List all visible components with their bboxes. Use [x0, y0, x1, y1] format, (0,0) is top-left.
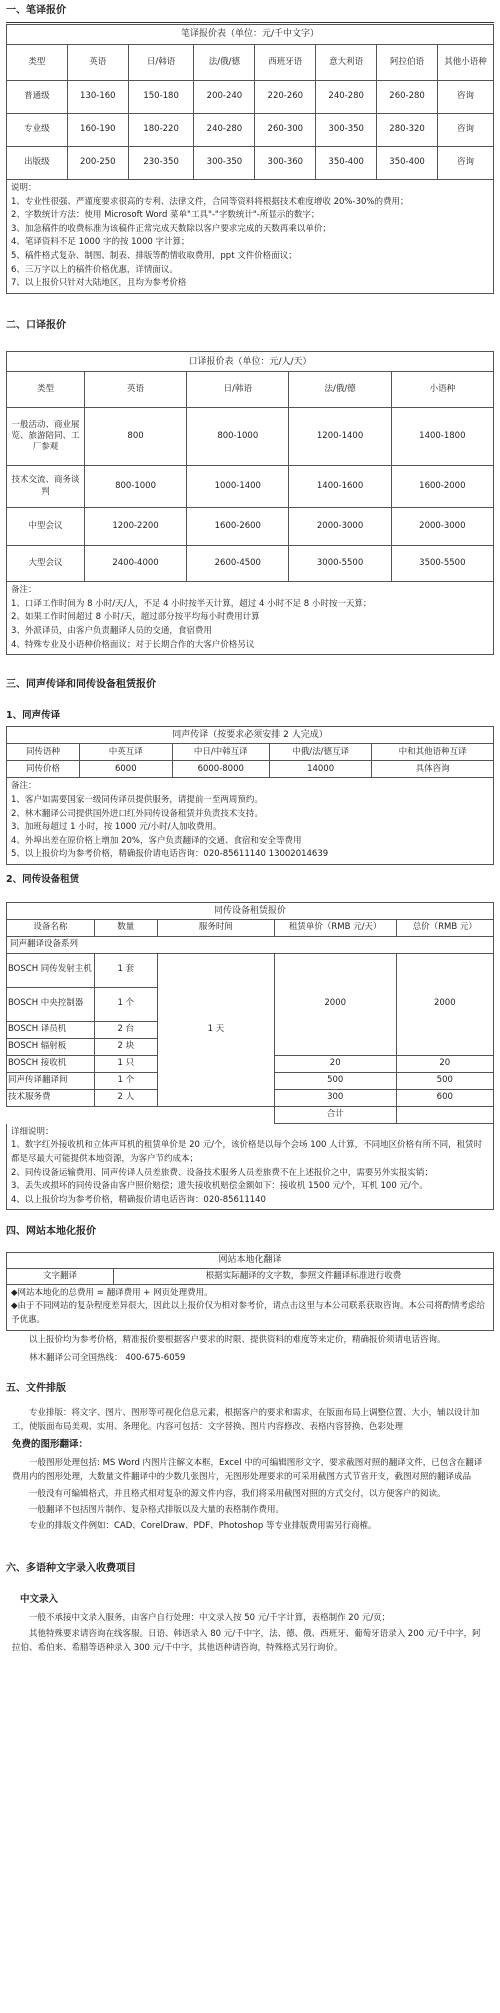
- subsection-title: 2、同传设备租赁: [6, 874, 80, 885]
- table-cell: 20: [274, 1055, 396, 1072]
- table-cell: 260-300: [255, 114, 316, 147]
- total-label: 合计: [274, 1106, 396, 1123]
- table-cell: 2000: [396, 953, 493, 1055]
- paragraph: 专业的排版文件例如：CAD、CorelDraw、PDF、Photoshop 等专业排版费用需另行商榷。: [29, 1520, 377, 1531]
- column-header: 数量: [94, 919, 157, 936]
- interpreting-price-table: [6, 351, 494, 582]
- note-line: 3、加班每超过 1 小时，按 1000 元/小时/人加收费用。: [11, 822, 222, 833]
- column-header: 类型: [7, 372, 85, 408]
- section-title-simultaneous: 三、同声传译和同传设备租赁报价: [6, 679, 156, 691]
- table-caption: 网站本地化翻译: [7, 1252, 494, 1268]
- table-cell: 技术服务费: [7, 1089, 95, 1106]
- column-header: 中和其他语种互译: [372, 744, 494, 761]
- section-title-typesetting: 五、文件排版: [6, 1382, 66, 1394]
- section-title-website: 四、网站本地化报价: [6, 1226, 96, 1238]
- table-cell: 2 台: [94, 1021, 157, 1038]
- table-cell: 一般活动、商业展览、旅游陪同、工厂参观: [7, 408, 85, 466]
- website-notes: [6, 1285, 494, 1331]
- table-cell: 200-250: [67, 147, 128, 180]
- table-cell: 800: [84, 408, 186, 466]
- column-header: 同传语种: [7, 744, 80, 761]
- column-header: 类型: [7, 45, 68, 81]
- table-cell: 2000: [274, 953, 396, 1055]
- table-cell: 6000-8000: [172, 761, 269, 778]
- column-header: 意大利语: [316, 45, 377, 81]
- table-cell: 600: [396, 1089, 493, 1106]
- section-title-translation: 一、笔译报价: [6, 3, 494, 23]
- table-cell: 180-220: [128, 114, 194, 147]
- table-cell: 300-360: [255, 147, 316, 180]
- column-header: 中日/中韩互译: [172, 744, 269, 761]
- table-cell: 1200-2200: [84, 508, 186, 546]
- table-row: [7, 1268, 494, 1284]
- table-cell: 300-350: [316, 114, 377, 147]
- section-title-typing: 六、多语种文字录入收费项目: [6, 1562, 136, 1574]
- table-row: [7, 114, 494, 147]
- paragraph: 一般没有可编辑格式，并且格式相对复杂的源文件内容，我们将采用截图对照的方式交付，以方便客户的阅读。: [29, 1488, 446, 1499]
- subheading: 中文录入: [20, 1594, 59, 1606]
- table-row: [7, 81, 494, 114]
- note-line: 详细说明：: [11, 1126, 54, 1137]
- note-line: ◆网站本地化的总费用 = 翻译费用 + 网页处理费用。: [11, 1287, 213, 1298]
- table-cell: 300-350: [194, 147, 255, 180]
- table-cell: BOSCH 同传发射主机: [7, 953, 95, 987]
- note-line: 4、以上报价均为参考价格，精确报价请电话咨询：020-85611140: [11, 1194, 266, 1205]
- note-line: 2、同传设备运输费用、同声传译人员差旅费、设备技术服务人员差旅费不在上述报价之中，需要另外实报实销；: [11, 1167, 433, 1178]
- table-cell: 1 套: [94, 953, 157, 987]
- column-header: 租赁单价（RMB 元/天）: [274, 919, 396, 936]
- table-cell: 350-400: [377, 147, 438, 180]
- table-cell: 技术交流、商务谈判: [7, 466, 85, 508]
- table-cell: 同声传译翻译间: [7, 1072, 95, 1089]
- table-cell: 200-240: [194, 81, 255, 114]
- translation-price-table: [6, 24, 494, 180]
- section-title-interpreting: 二、口译报价: [6, 319, 66, 331]
- table-cell: 1200-1400: [289, 408, 391, 466]
- website-localization-table: [6, 1252, 494, 1285]
- note-line: 说明：: [11, 183, 37, 193]
- paragraph: 专业排版：将文字、图片、图形等可视化信息元素，根据客户的要求和需求，在版面布局上调整位置、大小，辅以设计加工，使版面布局美观、实用、条理化。内容可包括：文字替换、图片内容修改、表格内容替换、色彩处理: [12, 1408, 480, 1433]
- table-cell: 2 人: [94, 1089, 157, 1106]
- note-line: ◆由于不同网站的复杂程度差异很大，因此以上报价仅为相对参考价，请点击这里与本公司联系获取咨询。本公司将酌情考虑给予优惠。: [11, 1301, 486, 1325]
- table-cell: 2600-4500: [187, 546, 289, 582]
- paragraph: 一般不承接中文录入服务，由客户自行处理：中文录入按 50 元/千字计算，表格制作 20 元/页；: [29, 1613, 391, 1624]
- table-cell: 1400-1600: [289, 466, 391, 508]
- equipment-rental-table: [6, 902, 494, 1124]
- table-cell: BOSCH 接收机: [7, 1055, 95, 1072]
- table-row: [7, 761, 494, 778]
- subsection-title: 1、同声传译: [6, 709, 61, 721]
- table-cell: 130-160: [67, 81, 128, 114]
- table-cell: 2000-3000: [289, 508, 391, 546]
- table-cell: 1400-1800: [391, 408, 493, 466]
- table-cell: 300: [274, 1089, 396, 1106]
- table-row: [7, 408, 494, 466]
- table-cell: 3500-5500: [391, 546, 493, 582]
- table-caption: 口译报价表（单位：元/人/天）: [7, 352, 494, 372]
- paragraph: 一般翻译不包括图片制作、复杂格式排版以及大量的表格制作费用。: [29, 1504, 285, 1515]
- paragraph: 一般图形处理包括: MS Word 内图片注解文本框，Excel 中的可编辑图形文字，要求截图对照的翻译文件，已包含在翻译费用内的图形处理，大数量文件翻译中的少数几张图片，无图形处理要求的可采用截图方式节省开支，截图对照的翻译成品: [12, 1457, 483, 1482]
- note-line: 4、笔译资料不足 1000 字的按 1000 字计算；: [11, 237, 190, 248]
- note-line: 备注：: [11, 585, 37, 596]
- column-header: 总价（RMB 元）: [396, 919, 493, 936]
- note-line: 3、外派译员，由客户负责翻译人员的交通，食宿费用: [11, 626, 212, 637]
- table-cell: 咨询: [437, 114, 493, 147]
- table-cell: 160-190: [67, 114, 128, 147]
- note-line: 5、以上报价均为参考价格，精确报价请电话咨询：020-85611140 13002014639: [11, 849, 329, 860]
- table-cell: 1600-2600: [187, 508, 289, 546]
- column-header: 其他小语种: [437, 45, 493, 81]
- note-line: 1、客户如需要国家一级同传译员提供服务，请提前一至两周预约。: [11, 795, 263, 806]
- column-header: 英语: [67, 45, 128, 81]
- table-cell: 普通级: [7, 81, 68, 114]
- simultaneous-notes: [6, 778, 494, 865]
- translation-notes: [6, 180, 494, 294]
- table-cell: 20: [396, 1055, 493, 1072]
- note-line: 1、口译工作时间为 8 小时/天/人，不足 4 小时按半天计算，超过 4 小时不足 8 小时按一天算；: [11, 598, 372, 609]
- table-cell: BOSCH 译员机: [7, 1021, 95, 1038]
- simultaneous-price-table: [6, 726, 494, 778]
- table-cell: 中型会议: [7, 508, 85, 546]
- table-cell: 500: [274, 1072, 396, 1089]
- table-cell: 240-280: [194, 114, 255, 147]
- table-cell: 280-320: [377, 114, 438, 147]
- note-line: 3、丢失或损坏的同传设备由客户照价赔偿；遗失接收机赔偿金额如下：接收机 1500 元/个，耳机 100 元/个。: [11, 1181, 428, 1192]
- table-cell: 3000-5500: [289, 546, 391, 582]
- table-cell: 150-180: [128, 81, 194, 114]
- table-row: [7, 508, 494, 546]
- column-header: 法/俄/德: [289, 372, 391, 408]
- paragraph: 其他特殊要求请咨询在线客服。日语、韩语录入 80 元/千中字，法、德、俄、西班牙、葡萄牙语录入 200 元/千中字，阿拉伯、希伯来、希腊等语种录入 300 元/千中字，其他语种请咨询，特殊格式另行询价。: [12, 1629, 481, 1654]
- table-cell: 1600-2000: [391, 466, 493, 508]
- note-line: 7、以上报价只针对大陆地区，且均为参考价格: [11, 278, 187, 289]
- note-line: 4、外埠出差在原价格上增加 20%，客户负责翻译的交通、食宿和安全等费用: [11, 835, 302, 846]
- table-cell: 6000: [80, 761, 173, 778]
- table-cell: 1 个: [94, 987, 157, 1021]
- table-cell: 500: [396, 1072, 493, 1089]
- table-cell: 根据实际翻译的文字数，参照文件翻译标准进行收费: [114, 1268, 494, 1284]
- column-header: 阿拉伯语: [377, 45, 438, 81]
- table-cell: BOSCH 中央控制器: [7, 987, 95, 1021]
- table-cell: 同传价格: [7, 761, 80, 778]
- table-row: [7, 953, 494, 987]
- interpreting-notes: [6, 582, 494, 655]
- column-header: 服务时间: [157, 919, 274, 936]
- column-header: 西班牙语: [255, 45, 316, 81]
- note-line: 1、专业性很强、严谨度要求很高的专利、法律文件，合同等资料将根据技术难度增收 20%-30%的费用；: [11, 196, 409, 207]
- note-line: 备注：: [11, 781, 37, 792]
- column-header: 中俄/法/德互译: [269, 744, 371, 761]
- note-line: 6、三万字以上的稿件价格优惠，详情面议。: [11, 264, 178, 275]
- note-line: 2、林木翻译公司提供国外进口红外同传设备租赁并负责技术支持。: [11, 808, 263, 819]
- column-header: 小语种: [391, 372, 493, 408]
- note-line: 5、稿件格式复杂、制图、制表、排版等酌情收取费用，ppt 文件价格面议；: [11, 250, 297, 261]
- table-caption: 笔译报价表（单位：元/千中文字）: [7, 25, 494, 45]
- table-cell: 具体咨询: [372, 761, 494, 778]
- table-cell: 咨询: [437, 147, 493, 180]
- table-cell: 230-350: [128, 147, 194, 180]
- table-cell: 350-400: [316, 147, 377, 180]
- table-cell: 14000: [269, 761, 371, 778]
- table-cell: 专业级: [7, 114, 68, 147]
- table-cell: 1 天: [157, 953, 274, 1106]
- column-header: 中英互译: [80, 744, 173, 761]
- table-cell: 1000-1400: [187, 466, 289, 508]
- note-line: 3、加急稿件的收费标准为该稿件正常完成天数除以客户要求完成的天数再乘以单价；: [11, 223, 331, 234]
- table-row: [7, 466, 494, 508]
- column-header: 日/韩语: [128, 45, 194, 81]
- table-cell: 2 块: [94, 1038, 157, 1055]
- table-row: [7, 147, 494, 180]
- subheading: 免费的图形翻译：: [12, 1439, 89, 1451]
- table-cell: 240-280: [316, 81, 377, 114]
- table-cell: 出版级: [7, 147, 68, 180]
- table-cell: 1 个: [94, 1072, 157, 1089]
- note-line: 4、特殊专业及小语种价格面议；对于长期合作的大客户价格另议: [11, 639, 255, 650]
- table-cell: BOSCH 辐射板: [7, 1038, 95, 1055]
- column-header: 英语: [84, 372, 186, 408]
- table-cell: 260-280: [377, 81, 438, 114]
- table-cell: 2000-3000: [391, 508, 493, 546]
- table-cell: 800-1000: [187, 408, 289, 466]
- paragraph: 以上报价均为参考价格，精准报价要根据客户要求的时限、提供资料的难度等来定价，精确报价须请电话咨询。: [29, 1334, 446, 1345]
- hotline-text: 林木翻译公司全国热线： 400-675-6059: [29, 1352, 186, 1363]
- column-header: 日/韩语: [187, 372, 289, 408]
- table-row: [7, 546, 494, 582]
- table-caption: 同传设备租赁报价: [7, 902, 494, 919]
- table-cell: 800-1000: [84, 466, 186, 508]
- table-cell: 大型会议: [7, 546, 85, 582]
- table-cell: 220-260: [255, 81, 316, 114]
- note-line: 2、如果工作时间超过 8 小时/天，超过部分按平均每小时费用计算: [11, 612, 260, 623]
- note-line: 2、字数统计方法：使用 Microsoft Word 菜单"工具"-"字数统计"-所显示的数字；: [11, 210, 320, 221]
- table-cell: 2400-4000: [84, 546, 186, 582]
- note-line: 1、数字红外接收机和立体声耳机的租赁单价是 20 元/个，该价格是以每个会场 100 人计算，不同地区价格有所不同，租赁时都是尽最大可能提供本地资源，为客户节约成本；: [11, 1140, 483, 1164]
- table-cell: 咨询: [437, 81, 493, 114]
- table-cell: 文字翻译: [7, 1268, 114, 1284]
- table-caption: 同声传译（按要求必须安排 2 人完成）: [7, 727, 494, 744]
- series-label: 同声翻译设备系列: [7, 936, 494, 953]
- table-cell: 1 只: [94, 1055, 157, 1072]
- column-header: 法/俄/德: [194, 45, 255, 81]
- column-header: 设备名称: [7, 919, 95, 936]
- equipment-notes: [6, 1124, 494, 1211]
